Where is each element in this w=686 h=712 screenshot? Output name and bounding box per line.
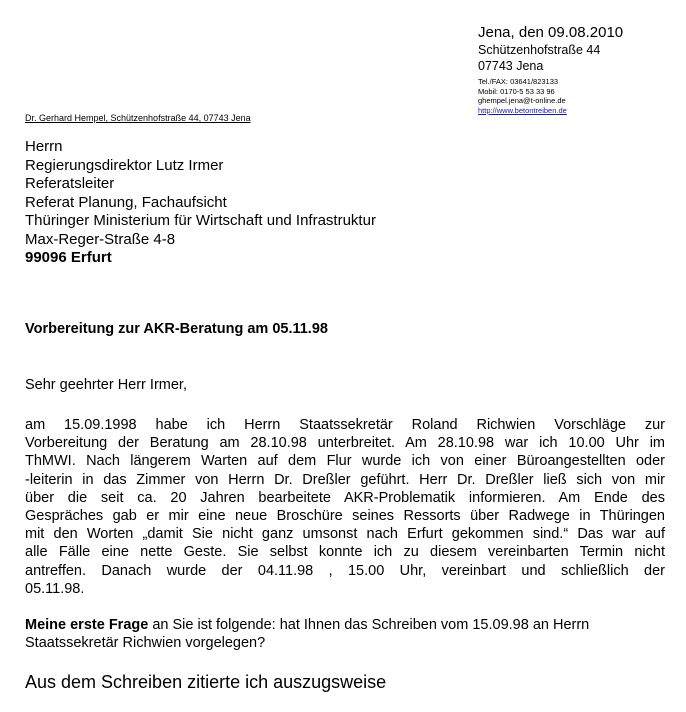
body-line: antreffen. Danach wurde der 04.11.98 , 15.00 Uhr, vereinbart und schließlich der: [25, 562, 665, 579]
recipient-line: Thüringer Ministerium für Wirtschaft und Infrastruktur: [25, 212, 376, 229]
body-line: Vorbereitung der Beratung am 28.10.98 unterbreitet. Am 28.10.98 war ich 10.00 Uhr im: [25, 435, 665, 452]
question-text: an Sie ist folgende: hat Ihnen das Schreiben vom 15.09.98 an Herrn Staatssekretär Richwien vorgelegen?: [25, 617, 590, 652]
body-paragraph: [25, 416, 665, 598]
sender-contact: [478, 77, 678, 115]
return-address: Dr. Gerhard Hempel, Schützenhofstraße 44, 07743 Jena: [25, 113, 251, 123]
body-line: ThMWI. Nach längerem Warten auf dem Flur wurde ich von einer Büroangestellten oder: [25, 453, 665, 470]
body-line: alle Fälle eine nette Geste. Sie selbst konnte ich zu diesem vereinbarten Termin nicht: [25, 544, 665, 561]
salutation: Sehr geehrter Herr Irmer,: [25, 377, 187, 393]
sender-street: Schützenhofstraße 44: [478, 43, 601, 57]
body-line: am 15.09.1998 habe ich Herrn Staatssekretär Roland Richwien Vorschläge zur: [25, 417, 665, 433]
sender-url-link[interactable]: http://www.betontreiben.de: [478, 105, 567, 115]
sender-city: 07743 Jena: [478, 59, 544, 73]
recipient-line: Herrn: [25, 138, 63, 155]
recipient-line: Referat Planung, Fachaufsicht: [25, 193, 227, 211]
sender-block: [478, 24, 678, 115]
letter-date: Jena, den 09.08.2010: [478, 24, 624, 41]
body-line: mit den Worten „damit Sie nicht ganz umsonst nach Erfurt gekommen sind.“ Das war auf: [25, 526, 665, 543]
body-line: Gespräches gab er mir eine neue Broschüre seines Ressorts über Radwege in Thüringen: [25, 507, 665, 524]
recipient-address: [25, 138, 376, 268]
recipient-line: Regierungsdirektor Lutz Irmer: [25, 156, 224, 174]
body-line: -leiterin in das Zimmer von Herrn Dr. Dreßler geführt. Herr Dr. Dreßler ließ sich von mir: [25, 471, 665, 488]
sender-mobile: Mobil: 0170-5 53 33 96: [478, 86, 555, 96]
section-heading: Aus dem Schreiben zitierte ich auszugsweise: [25, 672, 387, 692]
sender-phone: Tel./FAX: 03641/823133: [478, 77, 559, 86]
recipient-postal-city: 99096 Erfurt: [25, 249, 112, 266]
question-paragraph: [25, 616, 665, 652]
letter-subject: Vorbereitung zur AKR-Beratung am 05.11.98: [25, 321, 328, 337]
recipient-line: Max-Reger-Straße 4-8: [25, 230, 176, 248]
question-lead: Meine erste Frage: [25, 617, 149, 633]
sender-email: ghempel.jena@t-online.de: [478, 96, 566, 105]
body-line: 05.11.98.: [25, 580, 85, 597]
recipient-line: Referatsleiter: [25, 175, 115, 192]
body-line: über die seit ca. 20 Jahren bearbeitete AKR-Problematik informieren. Am Ende des: [25, 489, 665, 506]
